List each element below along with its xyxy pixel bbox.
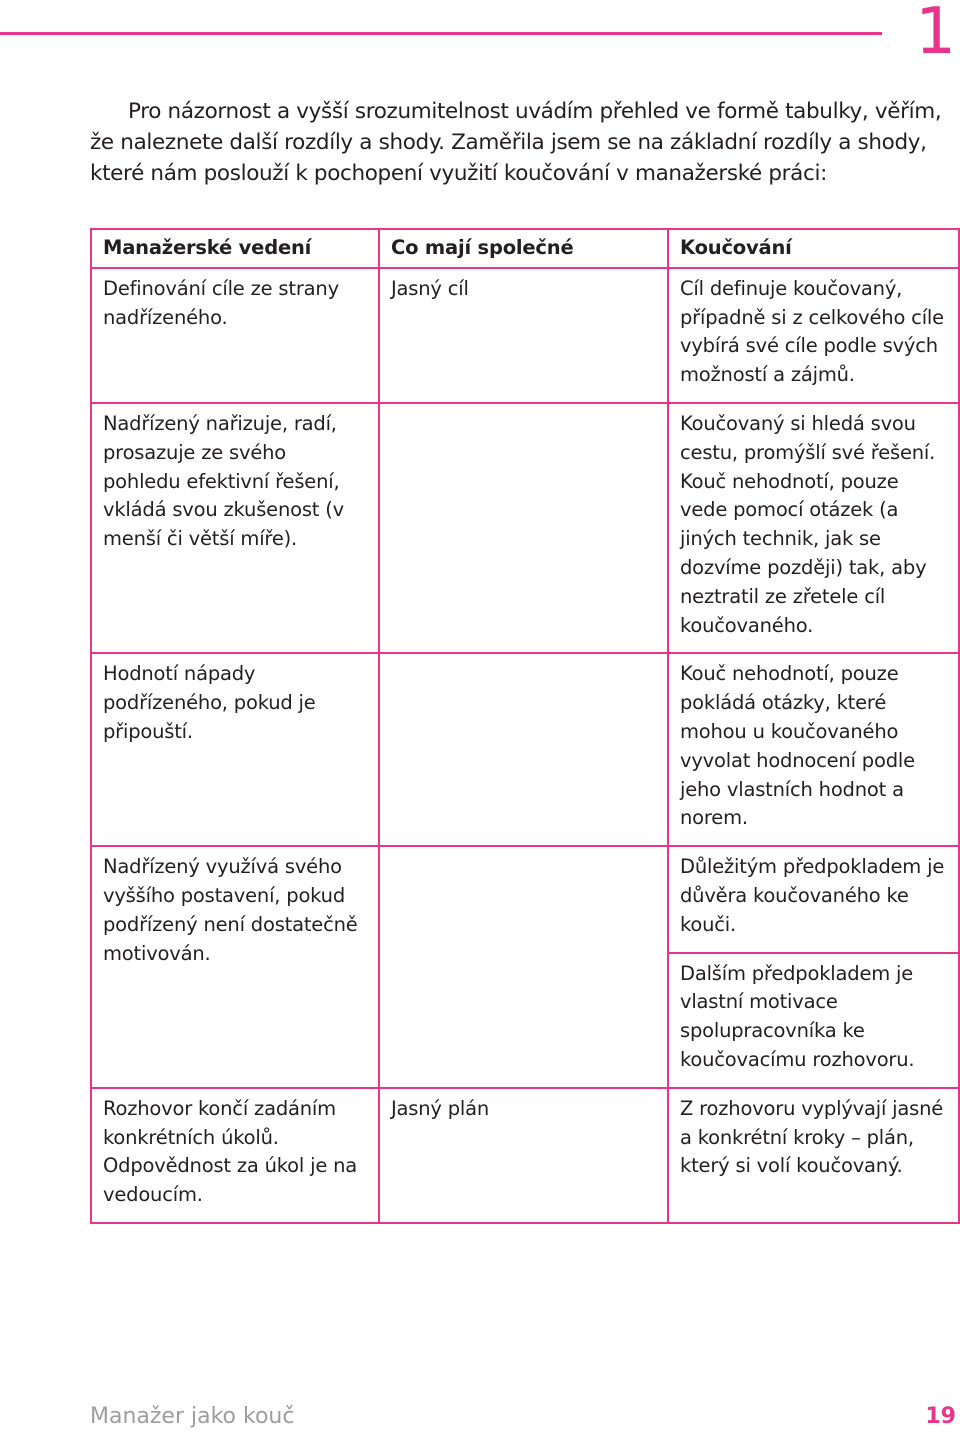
cell-common [379, 653, 668, 846]
cell-coaching-extra: Dalším předpokladem je vlastní motivace spolupracovníka ke koučovacímu rozhovoru. [668, 953, 959, 1088]
column-header-coaching: Koučování [668, 229, 959, 268]
cell-coaching: Cíl definuje koučovaný, případně si z celkového cíle vybírá své cíle podle svých možností a zájmů. [668, 268, 959, 403]
intro-paragraph: Pro názornost a vyšší srozumitelnost uvádím přehled ve formě tabulky, věřím, že naleznete další rozdíly a shody. Zaměřila jsem se na základní rozdíly a shody, které nám poslouží k pochopení využití koučování v manažerské práci: [90, 99, 942, 186]
comparison-table [90, 228, 960, 1224]
table-row [91, 1088, 959, 1223]
table-row [91, 653, 959, 846]
header-rule [0, 32, 882, 35]
cell-common [379, 403, 668, 653]
cell-coaching: Důležitým předpokladem je důvěra koučovaného ke kouči. [668, 846, 959, 952]
cell-managerial: Nadřízený nařizuje, radí, prosazuje ze svého pohledu efektivní řešení, vkládá svou zkušenost (v menší či větší míře). [91, 403, 379, 653]
cell-common: Jasný plán [379, 1088, 668, 1223]
cell-coaching: Z rozhovoru vyplývají jasné a konkrétní kroky – plán, který si volí koučovaný. [668, 1088, 959, 1223]
cell-coaching: Kouč nehodnotí, pouze pokládá otázky, které mohou u koučovaného vyvolat hodnocení podle jeho vlastních hodnot a norem. [668, 653, 959, 846]
table-row [91, 403, 959, 653]
cell-common: Jasný cíl [379, 268, 668, 403]
cell-managerial: Nadřízený využívá svého vyššího postavení, pokud podřízený není dostatečně motivován. [91, 846, 379, 1088]
table-row [91, 846, 959, 952]
footer-book-title: Manažer jako kouč [90, 1404, 295, 1429]
cell-managerial: Rozhovor končí zadáním konkrétních úkolů. Odpovědnost za úkol je na vedoucím. [91, 1088, 379, 1223]
cell-common [379, 846, 668, 1088]
cell-managerial: Hodnotí nápady podřízeného, pokud je připouští. [91, 653, 379, 846]
page-number: 19 [925, 1404, 956, 1429]
column-header-common: Co mají společné [379, 229, 668, 268]
column-header-managerial: Manažerské vedení [91, 229, 379, 268]
table-header-row [91, 229, 959, 268]
cell-coaching: Koučovaný si hledá svou cestu, promýšlí své řešení. Kouč nehodnotí, pouze vede pomocí otázek (a jiných technik, jak se dozvíme později) tak, aby neztratil ze zřetele cíl koučovaného. [668, 403, 959, 653]
cell-managerial: Definování cíle ze strany nadřízeného. [91, 268, 379, 403]
table-row [91, 268, 959, 403]
chapter-number: 1 [915, 0, 956, 69]
